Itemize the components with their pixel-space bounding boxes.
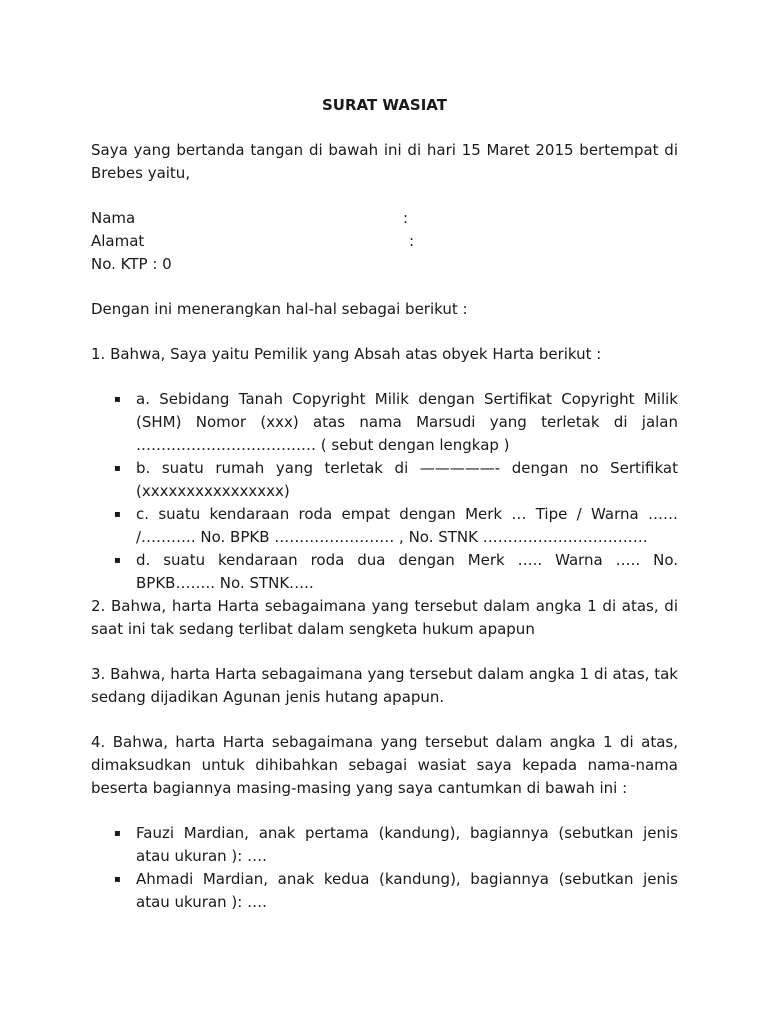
asset-list: [91, 388, 678, 595]
bullet-icon: ▪: [114, 394, 121, 405]
point-2: 2. Bahwa, harta Harta sebagaimana yang tersebut dalam angka 1 di atas, di saat ini tak sedang terlibat dalam sengketa hukum apapun: [91, 597, 678, 638]
bullet-icon: ▪: [114, 555, 121, 566]
bullet-icon: ▪: [114, 874, 121, 885]
alamat-colon: :: [409, 232, 415, 250]
point-1: 1. Bahwa, Saya yaitu Pemilik yang Absah atas obyek Harta berikut :: [91, 345, 602, 363]
list-item: [114, 388, 678, 457]
point-3: 3. Bahwa, harta Harta sebagaimana yang tersebut dalam angka 1 di atas, tak sedang dijadikan Agunan jenis hutang apapun.: [91, 665, 678, 706]
list-item: [114, 457, 678, 503]
alamat-label: Alamat: [91, 232, 145, 250]
asset-text: a. Sebidang Tanah Copyright Milik dengan Sertifikat Copyright Milik (SHM) Nomor (xxx) atas nama Marsudi yang terletak di jalan ……………………………… ( sebut dengan lengkap ): [136, 390, 678, 454]
intro-paragraph: Saya yang bertanda tangan di bawah ini di hari 15 Maret 2015 bertempat di Brebes yaitu,: [91, 141, 678, 182]
identity-block: [91, 207, 678, 276]
list-item: [114, 822, 678, 868]
heir-text: Fauzi Mardian, anak pertama (kandung), bagiannya (sebutkan jenis atau ukuran ): ….: [136, 824, 678, 865]
asset-text: d. suatu kendaraan roda dua dengan Merk ….. Warna ….. No. BPKB…….. No. STNK…..: [136, 551, 678, 592]
identity-row-ktp: [91, 253, 678, 276]
ktp-line: No. KTP : 0: [91, 255, 172, 273]
list-item: [114, 549, 678, 595]
nama-colon: :: [403, 209, 409, 227]
nama-label: Nama: [91, 209, 136, 227]
bullet-icon: ▪: [114, 463, 121, 474]
asset-text: c. suatu kendaraan roda empat dengan Merk … Tipe / Warna …… /……….. No. BPKB …………………… , No. STNK ……………………………: [136, 505, 678, 546]
point-4: 4. Bahwa, harta Harta sebagaimana yang tersebut dalam angka 1 di atas, dimaksudkan untuk dihibahkan sebagai wasiat saya kepada nama-nama beserta bagiannya masing-masing yang saya cantumkan di bawah ini :: [91, 733, 678, 797]
identity-row-nama: [91, 207, 678, 230]
heir-list: [91, 822, 678, 914]
letter-body: [91, 94, 678, 914]
heir-text: Ahmadi Mardian, anak kedua (kandung), bagiannya (sebutkan jenis atau ukuran ): ….: [136, 870, 678, 911]
asset-text: b. suatu rumah yang terletak di —————- dengan no Sertifikat (xxxxxxxxxxxxxxxx): [136, 459, 678, 500]
bullet-icon: ▪: [114, 509, 121, 520]
document-title: SURAT WASIAT: [322, 96, 447, 114]
list-item: [114, 868, 678, 914]
bullet-icon: ▪: [114, 828, 121, 839]
identity-row-alamat: [91, 230, 678, 253]
list-item: [114, 503, 678, 549]
declaration-line: Dengan ini menerangkan hal-hal sebagai berikut :: [91, 300, 468, 318]
